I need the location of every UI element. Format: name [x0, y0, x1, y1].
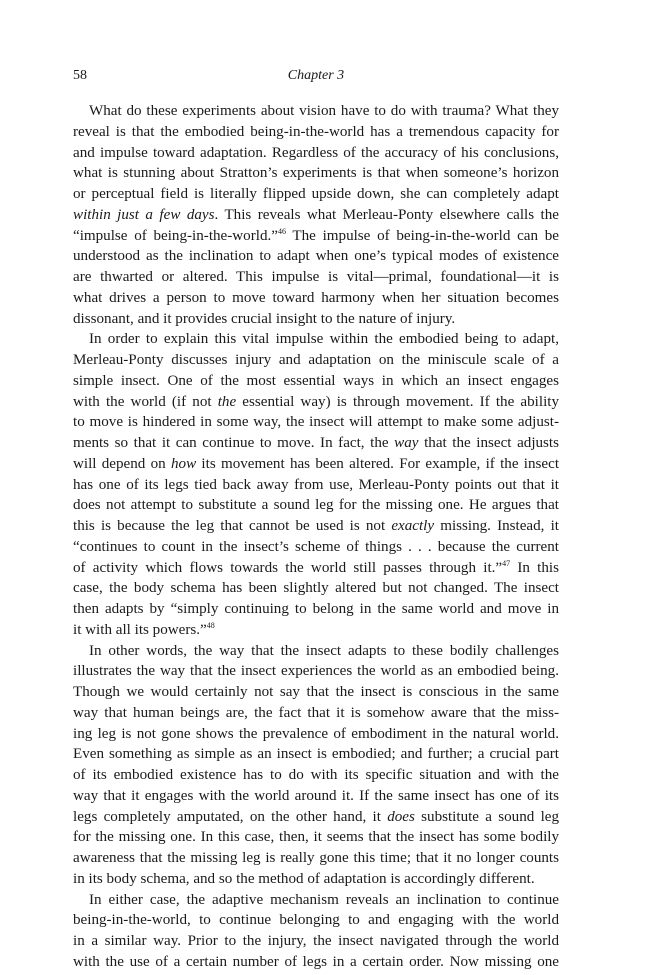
- text-segment: has one of its legs tied back away from use, Merleau-Ponty points out that it: [73, 476, 559, 493]
- text-segment: then adapts by “simply continuing to belong in the same world and move in: [73, 601, 559, 617]
- text-segment: simple insect. One of the most essential ways in which an insect engages: [73, 372, 559, 389]
- body-text: [73, 101, 559, 973]
- text-line: [73, 143, 559, 164]
- text-line: [73, 475, 559, 496]
- text-line: [73, 101, 559, 122]
- text-segment: does not attempt to substitute a sound leg for the missing one. He argues that: [73, 497, 559, 514]
- text-line: [73, 910, 559, 931]
- text-line: [73, 350, 559, 371]
- text-line: [73, 454, 559, 475]
- text-segment: In this: [510, 559, 559, 576]
- text-line: [73, 786, 559, 807]
- text-line: [73, 246, 559, 267]
- text-segment: “impulse of being-in-the-world.”: [73, 227, 278, 244]
- text-segment: or perceptual field is literally flipped upside down, she can completely adapt: [73, 186, 559, 202]
- text-line: [73, 931, 559, 952]
- text-line: [73, 641, 559, 662]
- text-segment: missing. Instead, it: [434, 518, 559, 534]
- text-line: [73, 703, 559, 724]
- text-segment: In other words, the way that the insect adapts to these bodily challenges: [89, 642, 559, 659]
- text-segment: way that it engages with the world around it. If the same insect has one of its: [73, 787, 559, 804]
- text-segment: substitute a sound leg: [414, 808, 560, 825]
- text-line: [73, 744, 559, 765]
- text-segment: will depend on: [73, 455, 171, 472]
- text-line: [73, 412, 559, 433]
- text-segment: In either case, the adaptive mechanism reveals an inclination to continue: [89, 891, 559, 908]
- text-line: [73, 558, 559, 579]
- text-line: [73, 163, 559, 184]
- text-segment: with the use of a certain number of legs in a certain order. Now missing one: [73, 953, 559, 970]
- text-line: [73, 309, 559, 330]
- text-line: [73, 122, 559, 143]
- text-segment: reveal is that the embodied being-in-the-world has a tremendous capacity for: [73, 123, 559, 140]
- text-line: [73, 765, 559, 786]
- text-line: [73, 495, 559, 516]
- italic-text: exactly: [391, 518, 435, 534]
- text-segment: this is because the leg that cannot be used is not: [73, 518, 392, 534]
- footnote-ref: 46: [277, 226, 286, 236]
- text-segment: dissonant, and it provides crucial insight to the nature of injury.: [73, 310, 456, 327]
- text-line: [73, 226, 559, 247]
- text-segment: in its body schema, and so the method of adaptation is accordingly different.: [73, 870, 535, 887]
- text-line: [73, 848, 559, 869]
- text-segment: legs completely amputated, on the other hand, it: [73, 808, 388, 825]
- text-segment: being-in-the-world, to continue belonging to and engaging with the world: [73, 912, 559, 929]
- text-segment: ments so that it can continue to move. In fact, the: [73, 435, 395, 451]
- text-line: [73, 205, 559, 226]
- text-segment: The impulse of being-in-the-world can be: [285, 227, 559, 244]
- running-head: Chapter 3: [287, 68, 345, 83]
- text-segment: to move is hindered in some way, the insect will attempt to make some adjust-: [73, 414, 559, 431]
- text-segment: of its embodied existence has to do with its specific situation and with the: [73, 767, 559, 783]
- text-segment: with the world (if not: [73, 393, 218, 410]
- text-line: [73, 724, 559, 745]
- text-segment: “continues to count in the insect’s scheme of things . . . because the current: [73, 538, 559, 555]
- footnote-ref: 48: [206, 620, 215, 630]
- text-line: [73, 807, 559, 828]
- text-segment: Merleau-Ponty discusses injury and adaptation on the miniscule scale of a: [73, 352, 559, 368]
- text-segment: Though we would certainly not say that the insect is conscious in the same: [73, 684, 559, 700]
- text-line: [73, 827, 559, 848]
- text-segment: its movement has been altered. For example, if the insect: [196, 455, 560, 472]
- text-line: [73, 890, 559, 911]
- text-segment: way that human beings are, the fact that it is somehow aware that the miss-: [73, 704, 559, 721]
- text-segment: ing leg is not gone shows the prevalence of embodiment in the natural world.: [73, 725, 559, 742]
- text-segment: illustrates the way that the insect experiences the world as an embodied being.: [73, 663, 559, 680]
- italic-text: way: [394, 435, 419, 451]
- text-segment: Even something as simple as an insect is embodied; and further; a crucial part: [73, 746, 559, 763]
- text-segment: are thwarted or altered. This impulse is vital—primal, foundational—it is: [73, 269, 559, 285]
- text-line: [73, 288, 559, 309]
- text-segment: what drives a person to move toward harmony when her situation becomes: [73, 289, 559, 306]
- text-line: [73, 184, 559, 205]
- text-line: [73, 682, 559, 703]
- text-segment: What do these experiments about vision have to do with trauma? What they: [89, 103, 559, 119]
- text-segment: it with all its powers.”: [73, 621, 207, 638]
- text-line: [73, 329, 559, 350]
- text-segment: for the missing one. In this case, then, it seems that the insect has some bodily: [73, 829, 559, 846]
- italic-text: how: [170, 455, 197, 472]
- text-line: [73, 952, 559, 973]
- italic-text: the: [217, 393, 237, 410]
- text-line: [73, 661, 559, 682]
- text-line: [73, 371, 559, 392]
- text-line: [73, 578, 559, 599]
- text-line: [73, 516, 559, 537]
- text-segment: that the insect adjusts: [418, 435, 559, 451]
- italic-text: within just a few days: [73, 206, 215, 223]
- text-line: [73, 620, 559, 641]
- text-line: [73, 537, 559, 558]
- footnote-ref: 47: [502, 558, 511, 568]
- italic-text: does: [387, 808, 415, 825]
- text-segment: essential way) is through movement. If the ability: [236, 393, 559, 410]
- page-header: [73, 68, 559, 88]
- text-segment: understood as the inclination to adapt when one’s typical modes of existence: [73, 248, 559, 265]
- text-line: [73, 599, 559, 620]
- text-segment: and impulse toward adaptation. Regardless of the accuracy of his conclusions,: [73, 144, 559, 161]
- text-line: [73, 392, 559, 413]
- text-line: [73, 267, 559, 288]
- text-line: [73, 869, 559, 890]
- text-line: [73, 433, 559, 454]
- text-segment: of activity which flows towards the world still passes through it.”: [73, 559, 503, 576]
- text-segment: In order to explain this vital impulse within the embodied being to adapt,: [89, 331, 559, 348]
- text-segment: awareness that the missing leg is really gone this time; that it no longer counts: [73, 850, 559, 866]
- page-number: 58: [73, 68, 87, 83]
- text-segment: . This reveals what Merleau-Ponty elsewhere calls the: [214, 206, 559, 223]
- text-segment: what is stunning about Stratton’s experiments is that when someone’s horizon: [73, 165, 559, 182]
- text-segment: in a similar way. Prior to the injury, the insect navigated through the world: [73, 933, 559, 949]
- text-segment: case, the body schema has been slightly altered but not changed. The insect: [73, 580, 559, 597]
